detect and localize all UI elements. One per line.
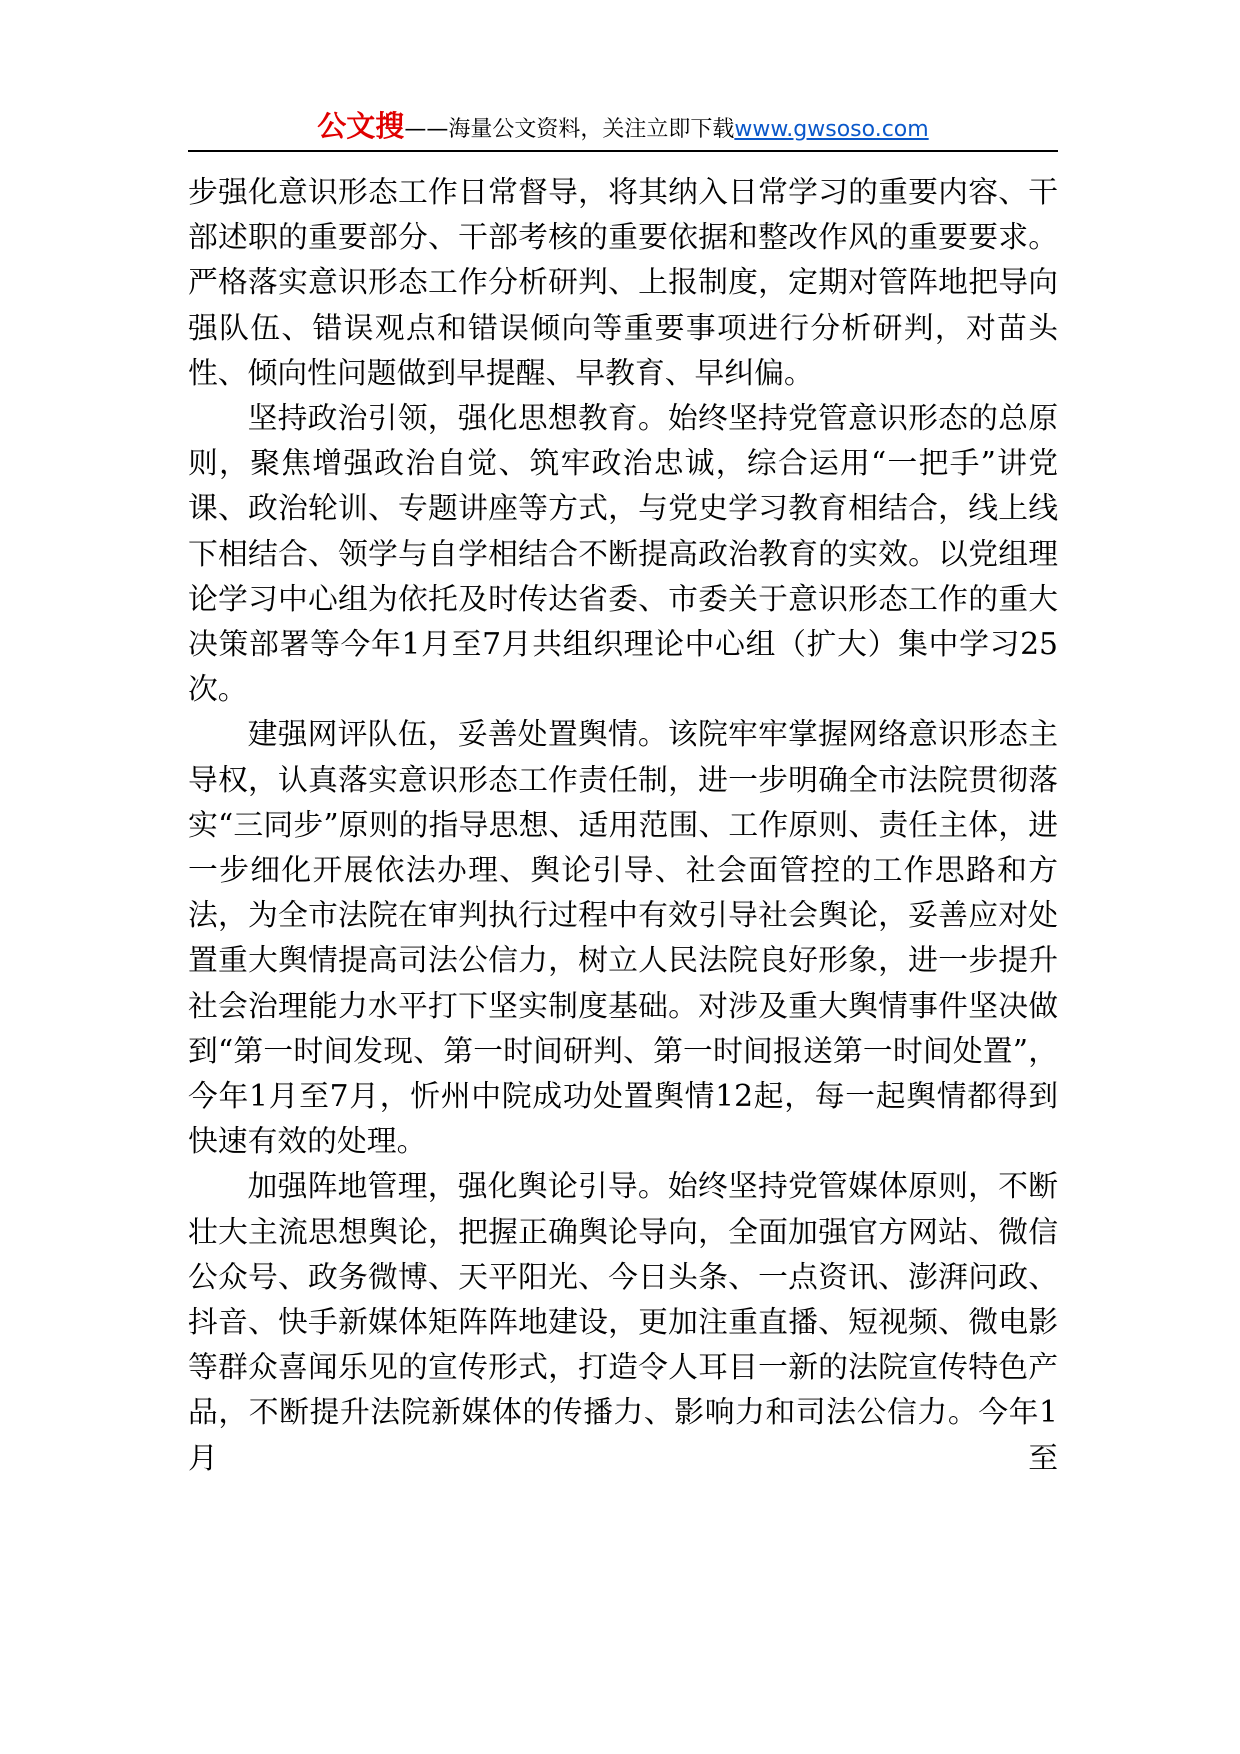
paragraph-public-opinion-handling: 建强网评队伍，妥善处置舆情。该院牢牢掌握网络意识形态主导权，认真落实意识形态工作责任制，进一步明确全市法院贯彻落实“三同步”原则的指导思想、适用范围、工作原则、责任主体，进一步细化开展依法办理、舆论引导、社会面管控的工作思路和方法，为全市法院在审判执行过程中有效引导社会舆论，妥善应对处置重大舆情提高司法公信力，树立人民法院良好形象，进一步提升社会治理能力水平打下坚实制度基础。对涉及重大舆情事件坚决做到“第一时间发现、第一时间研判、第一时间报送第一时间处置”，今年1月至7月，忻州中院成功处置舆情12起，每一起舆情都得到快速有效的处理。 (188, 717, 1058, 1160)
header-brand: 公文搜 (317, 109, 405, 143)
header-divider (188, 150, 1058, 152)
paragraph-media-management: 加强阵地管理，强化舆论引导。始终坚持党管媒体原则，不断壮大主流思想舆论，把握正确舆论导向，全面加强官方网站、微信公众号、政务微博、天平阳光、今日头条、一点资讯、澎湃问政、抖音、快手新媒体矩阵阵地建设，更加注重直播、短视频、微电影等群众喜闻乐见的宣传形式，打造令人耳目一新的法院宣传特色产品，不断提升法院新媒体的传播力、影响力和司法公信力。今年1月至 (188, 1169, 1058, 1476)
document-body (188, 170, 1058, 1481)
page-header (188, 108, 1058, 144)
header-tagline: ——海量公文资料，关注立即下载 (404, 117, 735, 142)
paragraph-continuation: 步强化意识形态工作日常督导，将其纳入日常学习的重要内容、干部述职的重要部分、干部考核的重要依据和整改作风的重要要求。严格落实意识形态工作分析研判、上报制度，定期对管阵地把导向强队伍、错误观点和错误倾向等重要事项进行分析研判，对苗头性、倾向性问题做到早提醒、早教育、早纠偏。 (188, 175, 1058, 391)
paragraph-political-leadership: 坚持政治引领，强化思想教育。始终坚持党管意识形态的总原则，聚焦增强政治自觉、筑牢政治忠诚，综合运用“一把手”讲党课、政治轮训、专题讲座等方式，与党史学习教育相结合，线上线下相结合、领学与自学相结合不断提高政治教育的实效。以党组理论学习中心组为依托及时传达省委、市委关于意识形态工作的重大决策部署等今年1月至7月共组织理论中心组（扩大）集中学习25次。 (188, 401, 1058, 708)
header-website-link[interactable]: www.gwsoso.com (734, 117, 929, 142)
